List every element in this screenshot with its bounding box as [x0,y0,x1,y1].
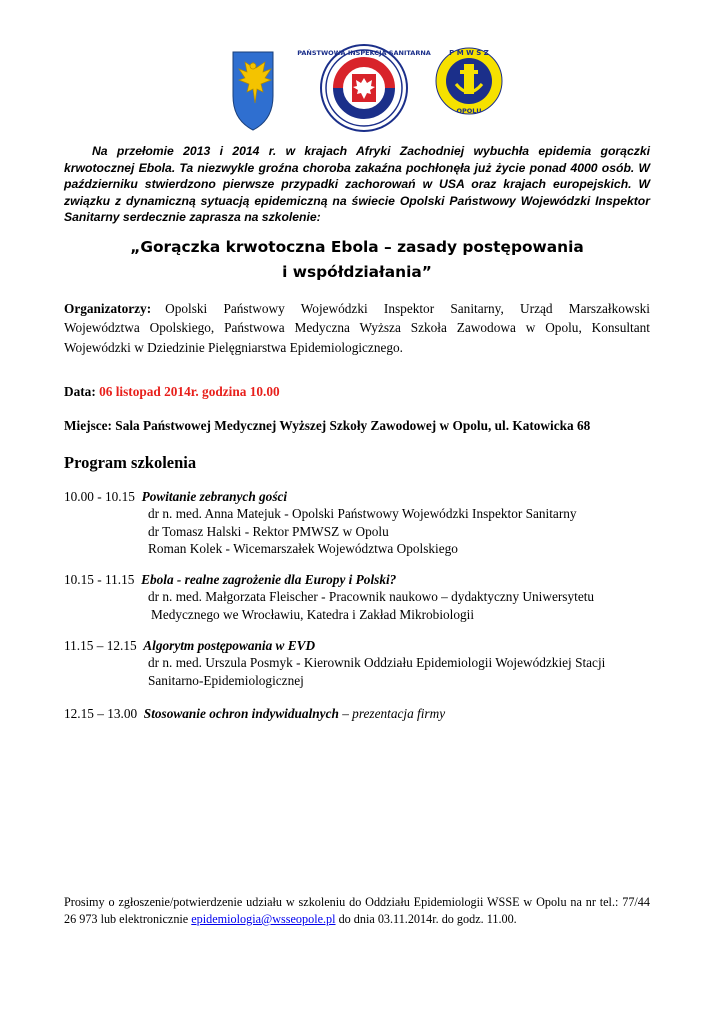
training-title [64,235,650,285]
date-line [64,384,280,400]
registration-text-after: do dnia 03.11.2014r. do godz. 11.00. [335,912,517,926]
session-topic: Ebola - realne zagrożenie dla Europy i Polski? [141,572,397,587]
session-topic: Powitanie zebranych gości [141,489,288,504]
program-session [64,637,664,689]
program-session [64,705,664,722]
program-session [64,571,664,623]
session-time: 12.15 – 13.00 [64,706,138,721]
date-value: 06 listopad 2014r. godzina 10.00 [99,384,280,399]
session-speaker: Roman Kolek - Wicemarszałek Województwa Opolskiego [148,540,458,556]
pmwsz-logo-bottom-text: OPOLU [456,107,482,115]
email-link[interactable]: epidemiologia@wsseopole.pl [191,912,336,926]
pmwsz-opolu-logo [434,44,504,118]
pis-logo-text: PAŃSTWOWA INSPEKCJA SANITARNA [297,49,431,57]
place-line: Miejsce: Sala Państwowej Medycznej Wyższej Szkoły Zawodowej w Opolu, ul. Katowicka 68 [64,418,591,433]
registration-note [64,894,650,928]
program-session [64,488,664,557]
panstwowa-inspekcja-sanitarna-logo [297,44,431,132]
session-time: 11.15 – 12.15 [64,638,137,653]
session-speaker: Sanitarno-Epidemiologicznej [148,672,304,688]
organizers-label: Organizatorzy: [64,301,152,316]
session-time: 10.00 - 10.15 [64,489,135,504]
date-label: Data: [64,384,96,399]
session-speaker: dr Tomasz Halski - Rektor PMWSZ w Opolu [148,523,389,539]
training-title-line-1: „Gorączka krwotoczna Ebola – zasady postępowania [130,238,584,256]
session-speaker: dr n. med. Anna Matejuk - Opolski Państwowy Wojewódzki Inspektor Sanitarny [148,506,577,522]
pmwsz-logo-top-text: P M W S Z [449,49,489,57]
logo-row [0,44,725,132]
session-topic-extra: – prezentacja firmy [338,706,446,721]
intro-paragraph: Na przełomie 2013 i 2014 r. w krajach Afryki Zachodniej wybuchła epidemia gorączki krwotocznej Ebola. Ta niezwykle groźna choroba zakaźna pochłonęła już życie ponad 4000 osób. W październiku stwierdzono pierwsze przypadki zachorowań w USA oraz krajach europejskich. W związku z dynamiczną sytuacją epidemiczną na świecie Opolski Państwowy Wojewódzki Inspektor Sanitarny serdecznie zaprasza na szkolenie: [64,144,650,225]
session-time: 10.15 - 11.15 [64,572,135,587]
session-topic: Algorytm postępowania w EVD [143,638,316,653]
registration-text-before: Prosimy o zgłoszenie/potwierdzenie udziału w szkoleniu do Oddziału Epidemiologii WSSE w Opolu na nr tel.: 77/44 26 973 lub elektronicznie [64,895,650,926]
organizers-text: Opolski Państwowy Wojewódzki Inspektor Sanitarny, Urząd Marszałkowski Województwa Opolskiego, Państwowa Medyczna Wyższa Szkoła Zawodowa w Opolu, Konsultant Wojewódzki w Dziedzinie Pielęgniarstwa Epidemiologicznego. [64,301,650,355]
session-speaker: dr n. med. Małgorzata Fleischer - Pracownik naukowo – dydaktyczny Uniwersytetu [148,589,595,605]
program-heading: Program szkolenia [64,453,197,472]
opolskie-coat-of-arms-logo [229,44,277,132]
training-title-line-2: i współdziałania” [282,263,432,281]
session-topic: Stosowanie ochron indywidualnych [143,706,339,721]
session-speaker: dr n. med. Urszula Posmyk - Kierownik Oddziału Epidemiologii Wojewódzkiej Stacji [148,655,606,671]
session-speaker: Medycznego we Wrocławiu, Katedra i Zakład Mikrobiologii [151,606,475,622]
organizers-paragraph [64,299,650,357]
